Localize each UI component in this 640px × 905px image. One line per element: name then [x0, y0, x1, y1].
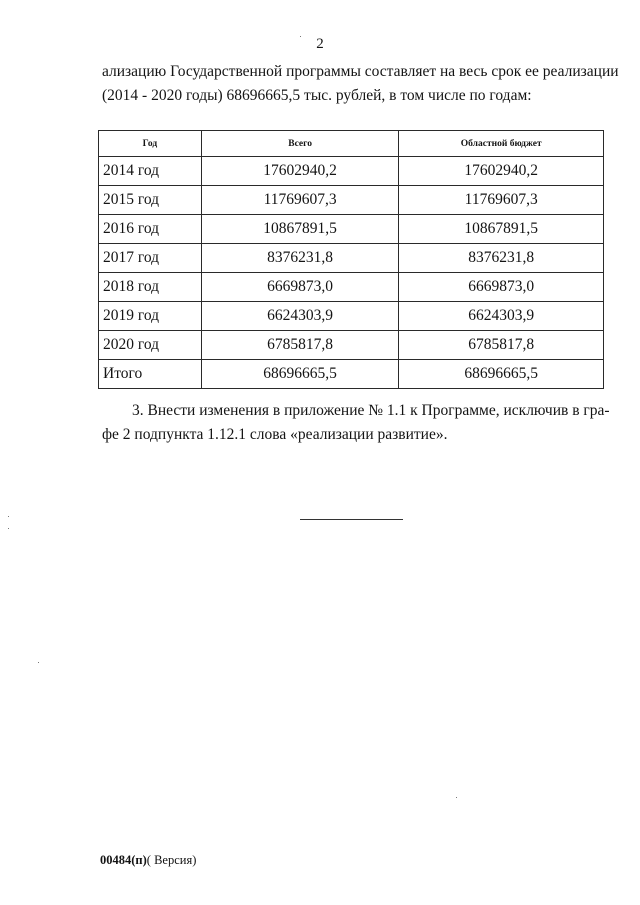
table-row [99, 157, 604, 186]
row-total: 11769607,3 [201, 186, 399, 215]
table-header-row [99, 131, 604, 157]
row-total: 6669873,0 [201, 273, 399, 302]
funding-by-year-table [98, 130, 604, 389]
scan-speck [300, 36, 301, 37]
row-regional-budget: 17602940,2 [399, 157, 604, 186]
item-3-line-1: 3. Внести изменения в приложение № 1.1 к Программе, исключив в гра- [132, 402, 610, 419]
row-total: 6624303,9 [201, 302, 399, 331]
intro-paragraph [102, 60, 619, 108]
row-year: 2020 год [99, 331, 202, 360]
table-row [99, 215, 604, 244]
scan-speck [8, 528, 9, 529]
row-year: 2014 год [99, 157, 202, 186]
total-label: Итого [99, 360, 202, 389]
header-year: Год [99, 131, 202, 157]
row-regional-budget: 6624303,9 [399, 302, 604, 331]
regional-budget-total: 68696665,5 [399, 360, 604, 389]
header-regional-budget: Областной бюджет [399, 131, 604, 157]
intro-line-2: (2014 - 2020 годы) 68696665,5 тыс. рублей, в том числе по годам: [102, 87, 532, 104]
table-row [99, 244, 604, 273]
table-row [99, 186, 604, 215]
row-regional-budget: 6785817,8 [399, 331, 604, 360]
separator-line [300, 519, 403, 520]
row-regional-budget: 11769607,3 [399, 186, 604, 215]
document-version: ( Версия) [146, 853, 197, 867]
table-row [99, 331, 604, 360]
row-year: 2018 год [99, 273, 202, 302]
row-regional-budget: 10867891,5 [399, 215, 604, 244]
row-year: 2015 год [99, 186, 202, 215]
page-number: 2 [316, 36, 324, 52]
grand-total: 68696665,5 [201, 360, 399, 389]
row-year: 2017 год [99, 244, 202, 273]
scan-speck [8, 516, 9, 517]
scan-speck [456, 797, 457, 798]
document-code [100, 853, 196, 868]
row-regional-budget: 6669873,0 [399, 273, 604, 302]
table-row [99, 273, 604, 302]
row-regional-budget: 8376231,8 [399, 244, 604, 273]
row-total: 6785817,8 [201, 331, 399, 360]
document-code-number: 00484(п) [100, 853, 147, 867]
table-total-row [99, 360, 604, 389]
row-year: 2016 год [99, 215, 202, 244]
row-total: 10867891,5 [201, 215, 399, 244]
scan-speck [38, 662, 39, 663]
item-3-line-2: фе 2 подпункта 1.12.1 слова «реализации развитие». [102, 426, 448, 443]
header-total: Всего [201, 131, 399, 157]
table-row [99, 302, 604, 331]
item-3-paragraph [102, 399, 610, 447]
row-total: 17602940,2 [201, 157, 399, 186]
row-total: 8376231,8 [201, 244, 399, 273]
row-year: 2019 год [99, 302, 202, 331]
intro-line-1: ализацию Государственной программы составляет на весь срок ее реализации [102, 63, 619, 80]
